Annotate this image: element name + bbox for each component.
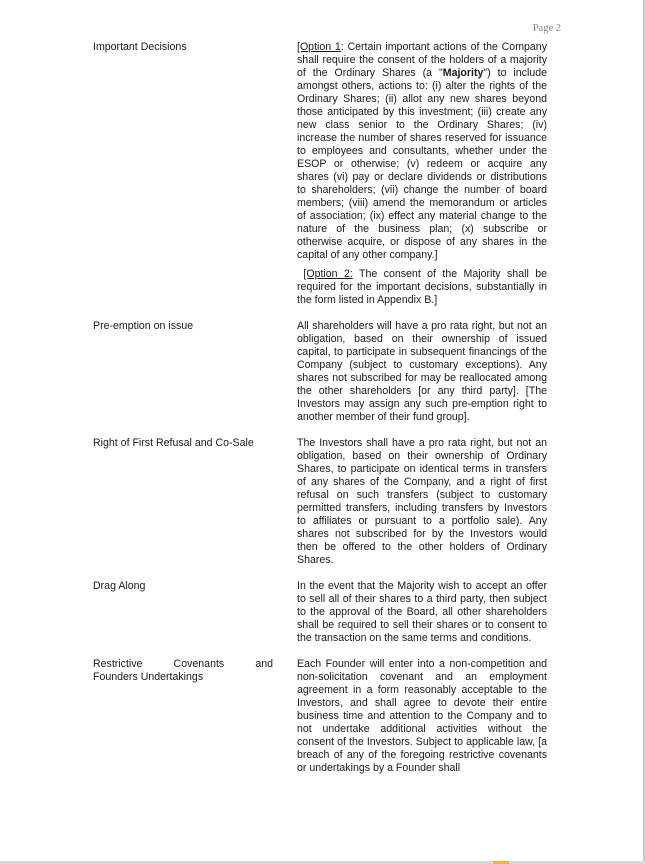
term-content: Each Founder will enter into a non-competition and non-solicitation covenant and an employment agreement in a form reasonably acceptable to the Investors, and shall agree to devote their entire business time and attention to the Company and to not undertake additional activities without the consent of the Investors. Subject to applicable law, [a breach of any of the foregoing restrictive covenants or undertakings by a Founder shall: [297, 658, 547, 774]
option-1-label: [Option 1: [297, 41, 341, 53]
majority-term: Majority: [442, 67, 484, 79]
term-row-pre-emption: [93, 320, 548, 424]
term-row-drag-along: [93, 580, 548, 645]
option-2-text: The consent of the Majority shall be required for the important decisions, substantially in the form listed in Appendix B.]: [297, 268, 547, 306]
term-label-line-1: Restrictive Covenants and: [93, 658, 273, 670]
term-label: Pre-emption on issue: [93, 320, 194, 332]
term-sheet-table: [93, 41, 548, 788]
term-content: All shareholders will have a pro rata right, but not an obligation, based on their ownership of issued capital, to participate in subsequent financings of the Company (subject to customary exceptions). Any shares not subscribed for may be reallocated among the other shareholders [or any third party]. [The Investors may assign any such pre-emption right to another member of their fund group].: [297, 320, 547, 423]
term-label: [93, 658, 273, 775]
page-number: Page 2: [532, 23, 561, 34]
term-content: The Investors shall have a pro rata right, but not an obligation, based on their ownership of Ordinary Shares, to participate on identical terms in transfers of any shares of the Company, and a right of first refusal on such transfers (subject to customary permitted transfers, including transfers by Investors to affiliates or pursuant to a portfolio sale). Any shares not subscribed for by the Investors would then be offered to the other holders of Ordinary Shares.: [297, 437, 547, 566]
option-2-paragraph: [297, 268, 547, 307]
option-2-label: [Option 2:: [303, 268, 353, 280]
term-label: Drag Along: [93, 580, 146, 592]
term-row-restrictive-covenants: [93, 658, 548, 775]
term-content: [297, 41, 547, 307]
option-1-text-a: : Certain important actions of the Company shall require the consent of the holders of a majority of the Ordinary Shares (a ": [297, 41, 547, 79]
option-1-text-b: ") to include amongst others, actions to: (i) alter the rights of the Ordinary Shares; (ii) allot any new shares beyond those anticipated by this investment; (iii) create any new class senior to the Ordinary Shares; (iv) increase the number of shares reserved for issuance to employees and consultants, whether under the ESOP or otherwise; (v) redeem or acquire any shares (vi) pay or declare dividends or distributions to shareholders; (vii) change the number of board members; (viii) amend the memorandum or articles of association; (ix) effect any material change to the nature of the business plan; (x) subscribe or otherwise acquire, or dispose of any shares in the capital of any other company.]: [297, 67, 547, 261]
term-row-first-refusal: [93, 437, 548, 567]
option-1-paragraph: [297, 41, 547, 262]
term-label: Right of First Refusal and Co-Sale: [93, 437, 254, 449]
term-label: Important Decisions: [93, 41, 187, 53]
term-label-line-2: Founders Undertakings: [93, 671, 204, 683]
term-row-important-decisions: [93, 41, 548, 307]
term-content: In the event that the Majority wish to accept an offer to sell all of their shares to a third party, then subject to the approval of the Board, all other shareholders shall be required to sell their shares or to consent to the transaction on the same terms and conditions.: [297, 580, 547, 644]
